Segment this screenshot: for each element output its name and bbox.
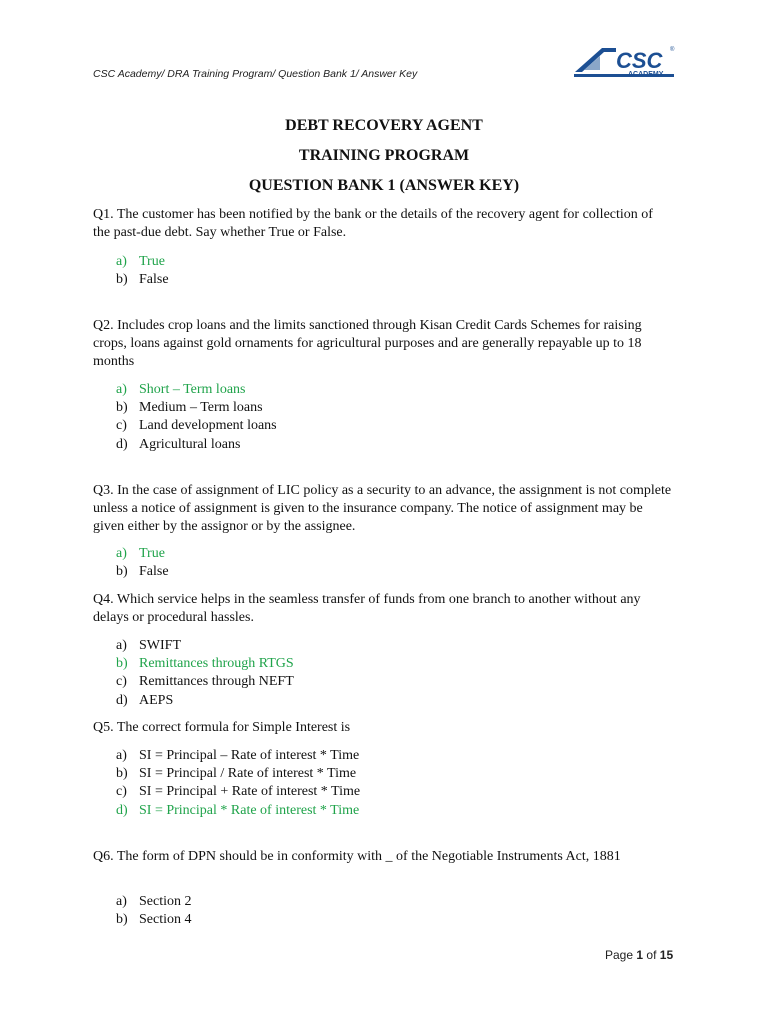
- option: d) AEPS: [116, 692, 174, 708]
- csc-academy-logo: [570, 40, 680, 80]
- option: a) Short – Term loans: [116, 382, 246, 397]
- title-line-2: TRAINING PROGRAM: [298, 147, 470, 164]
- option: a) SWIFT: [116, 638, 181, 653]
- logo-registered-mark: ®: [670, 47, 675, 53]
- option: b) Remittances through RTGS: [116, 656, 294, 672]
- option: b) Section 4: [116, 912, 192, 928]
- option: a) Section 2: [116, 894, 192, 909]
- page-word: Page: [605, 948, 634, 962]
- option: c) Remittances through NEFT: [116, 674, 294, 690]
- question-4-text: Q4. Which service helps in the seamless transfer of funds from one branch to another without any delays or procedural hassles.: [93, 592, 641, 626]
- page-current: 1: [636, 948, 644, 962]
- title-line-1: DEBT RECOVERY AGENT: [285, 117, 483, 134]
- header-path: CSC Academy/ DRA Training Program/ Question Bank 1/ Answer Key: [93, 68, 418, 80]
- question-5-text: Q5. The correct formula for Simple Interest is: [93, 720, 351, 735]
- option: b) Medium – Term loans: [116, 400, 263, 416]
- question-4-options: [116, 637, 294, 710]
- question-2-text: Q2. Includes crop loans and the limits sanctioned through Kisan Credit Cards Schemes for raising crops, loans against gold ornaments for agricultural purposes and are generally repayable up to 18 months: [93, 318, 642, 370]
- question-1-text: Q1. The customer has been notified by the bank or the details of the recovery agent for collection of the past-due debt. Say whether True or False.: [93, 207, 653, 241]
- option: d) Agricultural loans: [116, 436, 241, 452]
- option: c) Land development loans: [116, 418, 277, 434]
- logo-brand-text: CSC: [616, 48, 663, 73]
- logo-sub-text: ACADEMY: [628, 71, 664, 78]
- question-2-options: [116, 381, 277, 454]
- option: b) SI = Principal / Rate of interest * Time: [116, 766, 357, 782]
- option: b) False: [116, 564, 169, 580]
- option: b) False: [116, 272, 169, 288]
- page-of-word: of: [646, 948, 657, 962]
- question-6-text: Q6. The form of DPN should be in conformity with _ of the Negotiable Instruments Act, 1881: [93, 849, 621, 864]
- question-1-options: [116, 253, 169, 289]
- page-total: 15: [659, 948, 674, 962]
- option: c) SI = Principal + Rate of interest * Time: [116, 784, 361, 800]
- option: d) SI = Principal * Rate of interest * Time: [116, 802, 360, 818]
- question-3-options: [116, 545, 169, 581]
- option: a) SI = Principal – Rate of interest * Time: [116, 748, 360, 763]
- title-line-3: QUESTION BANK 1 (ANSWER KEY): [248, 177, 520, 194]
- page-number: [605, 948, 673, 962]
- option: a) True: [116, 546, 165, 561]
- option: a) True: [116, 254, 165, 269]
- question-5-options: [116, 747, 360, 820]
- question-6-options: [116, 893, 192, 929]
- question-3-text: Q3. In the case of assignment of LIC policy as a security to an advance, the assignment is not complete unless a notice of assignment is given to the insurance company. The notice of assignment may be given either by the assignor or by the assignee.: [93, 483, 672, 535]
